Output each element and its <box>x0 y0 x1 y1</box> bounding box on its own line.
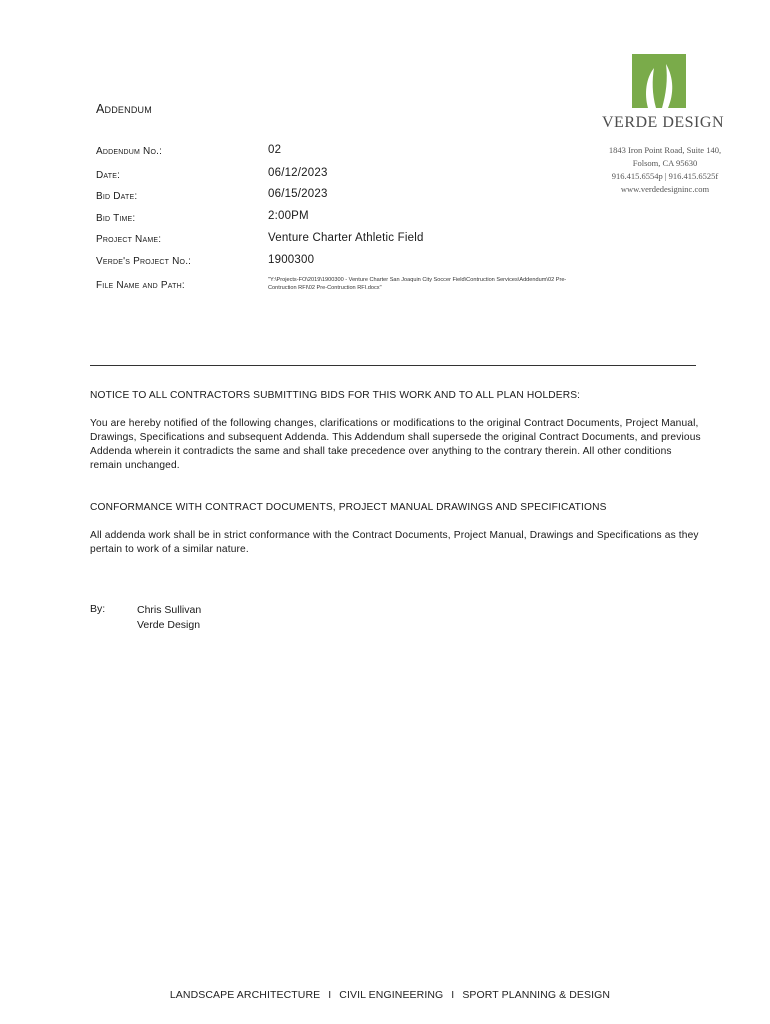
footer-services <box>150 989 630 1001</box>
project-no-label: Verde's Project No.: <box>96 256 192 267</box>
verde-leaf-logo-icon <box>632 54 686 108</box>
footer-separator: I <box>451 989 455 1001</box>
addendum-no-value: 02 <box>268 144 282 156</box>
footer-separator: I <box>328 989 332 1001</box>
logo-wordmark: VERDE DESIGN <box>602 114 724 131</box>
address-website: www.verdedesigninc.com <box>620 184 710 194</box>
bid-time-value: 2:00PM <box>268 210 309 222</box>
bid-date-label: Bid Date: <box>96 191 138 202</box>
signature-label: By: <box>90 603 106 615</box>
address-line: Folsom, CA 95630 <box>632 158 698 168</box>
footer-item: SPORT PLANNING & DESIGN <box>462 989 611 1001</box>
conformance-body: All addenda work shall be in strict conformance with the Contract Documents, Project Manual, Drawings and Specifications as they pertain to work of a similar nature. <box>90 530 699 555</box>
bid-time-label: Bid Time: <box>96 213 136 224</box>
address-line: 1843 Iron Point Road, Suite 140, <box>608 145 722 155</box>
conformance-heading: CONFORMANCE WITH CONTRACT DOCUMENTS, PROJECT MANUAL DRAWINGS AND SPECIFICATIONS <box>90 502 607 513</box>
notice-heading: NOTICE TO ALL CONTRACTORS SUBMITTING BIDS FOR THIS WORK AND TO ALL PLAN HOLDERS: <box>90 390 581 401</box>
file-path-value: "Y:\Projects-FO\2019\1900300 - Venture Charter San Joaquin City Soccer Field\Contruction Services\Addendum\02 Pre-Contruction RFI\02 Pre-Contruction RFI.docx" <box>268 277 567 291</box>
project-name-label: Project Name: <box>96 234 162 245</box>
document-title: Addendum <box>96 102 152 116</box>
header-divider <box>90 365 696 366</box>
footer-item: LANDSCAPE ARCHITECTURE <box>169 989 321 1001</box>
address-phone: 916.415.6554p | 916.415.6525f <box>611 171 719 181</box>
signer-company: Verde Design <box>137 619 201 631</box>
company-address <box>590 144 740 196</box>
bid-date-value: 06/15/2023 <box>268 188 328 200</box>
project-no-value: 1900300 <box>268 254 315 266</box>
addendum-no-label: Addendum No.: <box>96 146 163 157</box>
signature-block <box>137 603 201 633</box>
signer-name: Chris Sullivan <box>137 604 202 616</box>
date-label: Date: <box>96 170 121 181</box>
date-value: 06/12/2023 <box>268 167 328 179</box>
footer-item: CIVIL ENGINEERING <box>339 989 444 1001</box>
file-path-label: File Name and Path: <box>96 280 185 291</box>
project-name-value: Venture Charter Athletic Field <box>268 232 424 244</box>
notice-body: You are hereby notified of the following changes, clarifications or modifications to the original Contract Documents, Project Manual, Drawings, Specifications and subsequent Addenda. This Addendum shall supersede the original Contract Documents, and previous Addenda wherein it contradicts the same and shall take precedence over anything to the contrary therein. All other conditions remain unchanged. <box>90 418 701 471</box>
